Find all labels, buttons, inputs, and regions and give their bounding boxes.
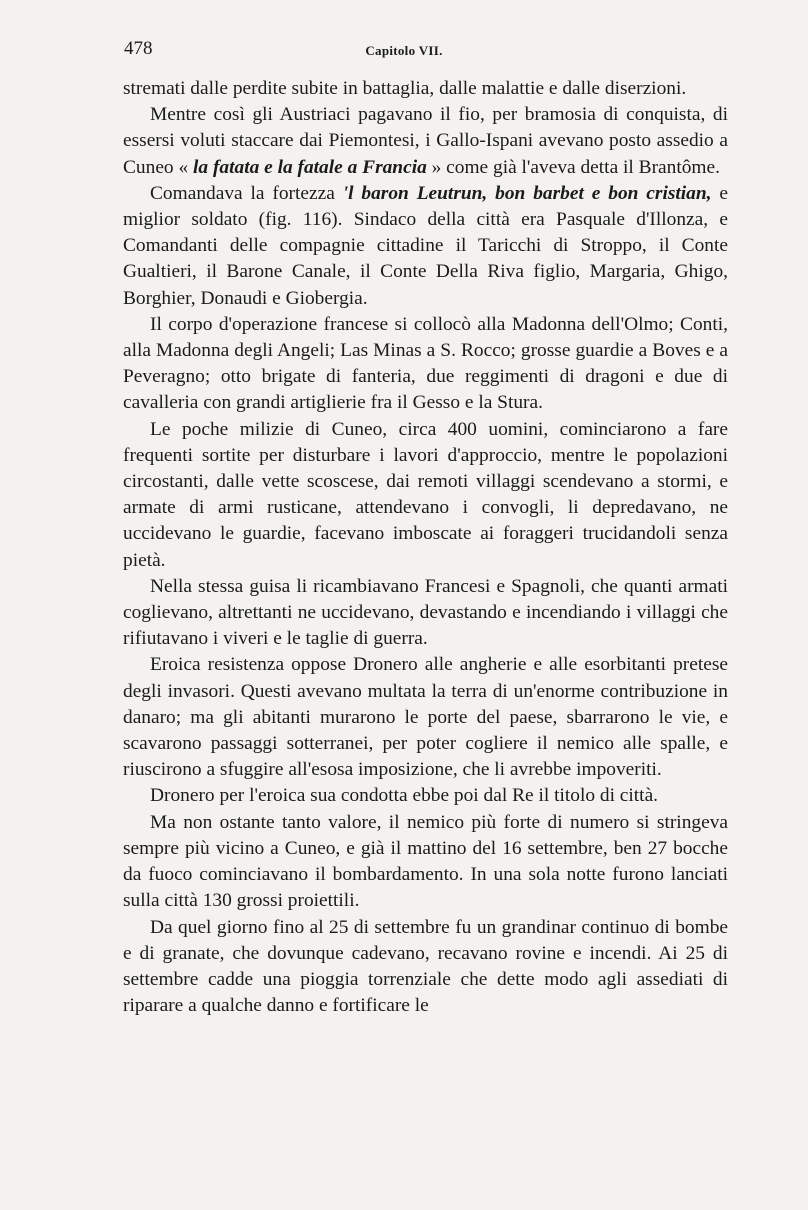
paragraph (123, 915, 728, 1020)
text-run: Mentre così gli Austriaci pagavano il fio, per bramosia di conquista, di essersi voluti staccare dai Piemontesi, i Gallo-Ispani avevano posto assedio a Cuneo « (123, 104, 728, 178)
text-run: Nella stessa guisa li ricambiavano Francesi e Spagnoli, che quanti armati coglievano, altrettanti ne uccidevano, devastando e incendiando i villaggi che rifiutavano i viveri e le taglie di guerra. (123, 575, 728, 650)
text-run: Le poche milizie di Cuneo, circa 400 uomini, cominciarono a fare frequenti sortite per disturbare i lavori d'approccio, mentre le popolazioni circostanti, dalle vette scoscese, dai remoti villaggi scendevano a stormi, e armate di armi rusticane, attendevano i convogli, li depredavano, ne uccidevano le guardie, facevano imboscate ai foraggeri trucidandoli senza pietà. (123, 418, 728, 571)
italic-quote: 'l baron Leutrun, bon barbet e bon cristian, (342, 182, 712, 204)
page-number: 478 (124, 38, 153, 59)
paragraph (123, 312, 728, 417)
paragraph (123, 810, 728, 915)
paragraph (123, 783, 728, 809)
text-run: Ma non ostante tanto valore, il nemico più forte di numero si stringeva sempre più vicino a Cuneo, e già il mattino del 16 settembre, ben 27 bocche da fuoco cominciavano il bombardamento. In una sola notte furono lanciati sulla città 130 grossi proiettili. (123, 811, 728, 912)
text-run: Dronero per l'eroica sua condotta ebbe poi dal Re il titolo di città. (150, 785, 659, 807)
text-run: Comandava la fortezza (150, 182, 343, 204)
paragraph (123, 417, 728, 574)
body-text (123, 76, 728, 1019)
text-run: stremati dalle perdite subite in battaglia, dalle malattie e dalle diserzioni. (123, 78, 687, 99)
text-run: Eroica resistenza oppose Dronero alle angherie e alle esorbitanti pretese degli invasori. Questi avevano multata la terra di un'enorme contribuzione in danaro; ma gli abitanti murarono le porte del paese, sbarrarono le vie, e scavarono passaggi sotterranei, per poter cogliere il nemico alle spalle, e riuscirono a sfuggire all'esosa imposizione, che li avrebbe impoveriti. (123, 654, 728, 781)
text-run: Il corpo d'operazione francese si collocò alla Madonna dell'Olmo; Conti, alla Madonna degli Angeli; Las Minas a S. Rocco; grosse guardie a Boves e a Peveragno; otto brigate di fanteria, due reggimenti di dragoni e due di cavalleria con grandi artiglierie fra il Gesso e la Stura. (123, 313, 728, 414)
text-run: Da quel giorno fino al 25 di settembre fu un grandinar continuo di bombe e di granate, che dovunque cadevano, recavano rovine e incendi. Ai 25 di settembre cadde una pioggia torrenziale che dette modo agli assediati di riparare a qualche danno e fortificare le (123, 916, 728, 1017)
running-title: Capitolo VII. (365, 43, 443, 58)
text-run: e miglior soldato (fig. 116). Sindaco della città era Pasquale d'Illonza, e Comandanti delle compagnie cittadine il Taricchi di Stroppo, il Conte Gualtieri, il Barone Canale, il Conte Della Riva figlio, Margaria, Ghigo, Borghier, Donaudi e Giobergia. (123, 182, 728, 309)
italic-quote: la fatata e la fatale a Francia (193, 156, 427, 178)
paragraph (123, 574, 728, 653)
paragraph (123, 181, 728, 312)
paragraph (123, 102, 728, 181)
paragraph (123, 76, 728, 102)
paragraph (123, 652, 728, 783)
text-run: » come già l'aveva detta il Brantôme. (426, 156, 720, 178)
